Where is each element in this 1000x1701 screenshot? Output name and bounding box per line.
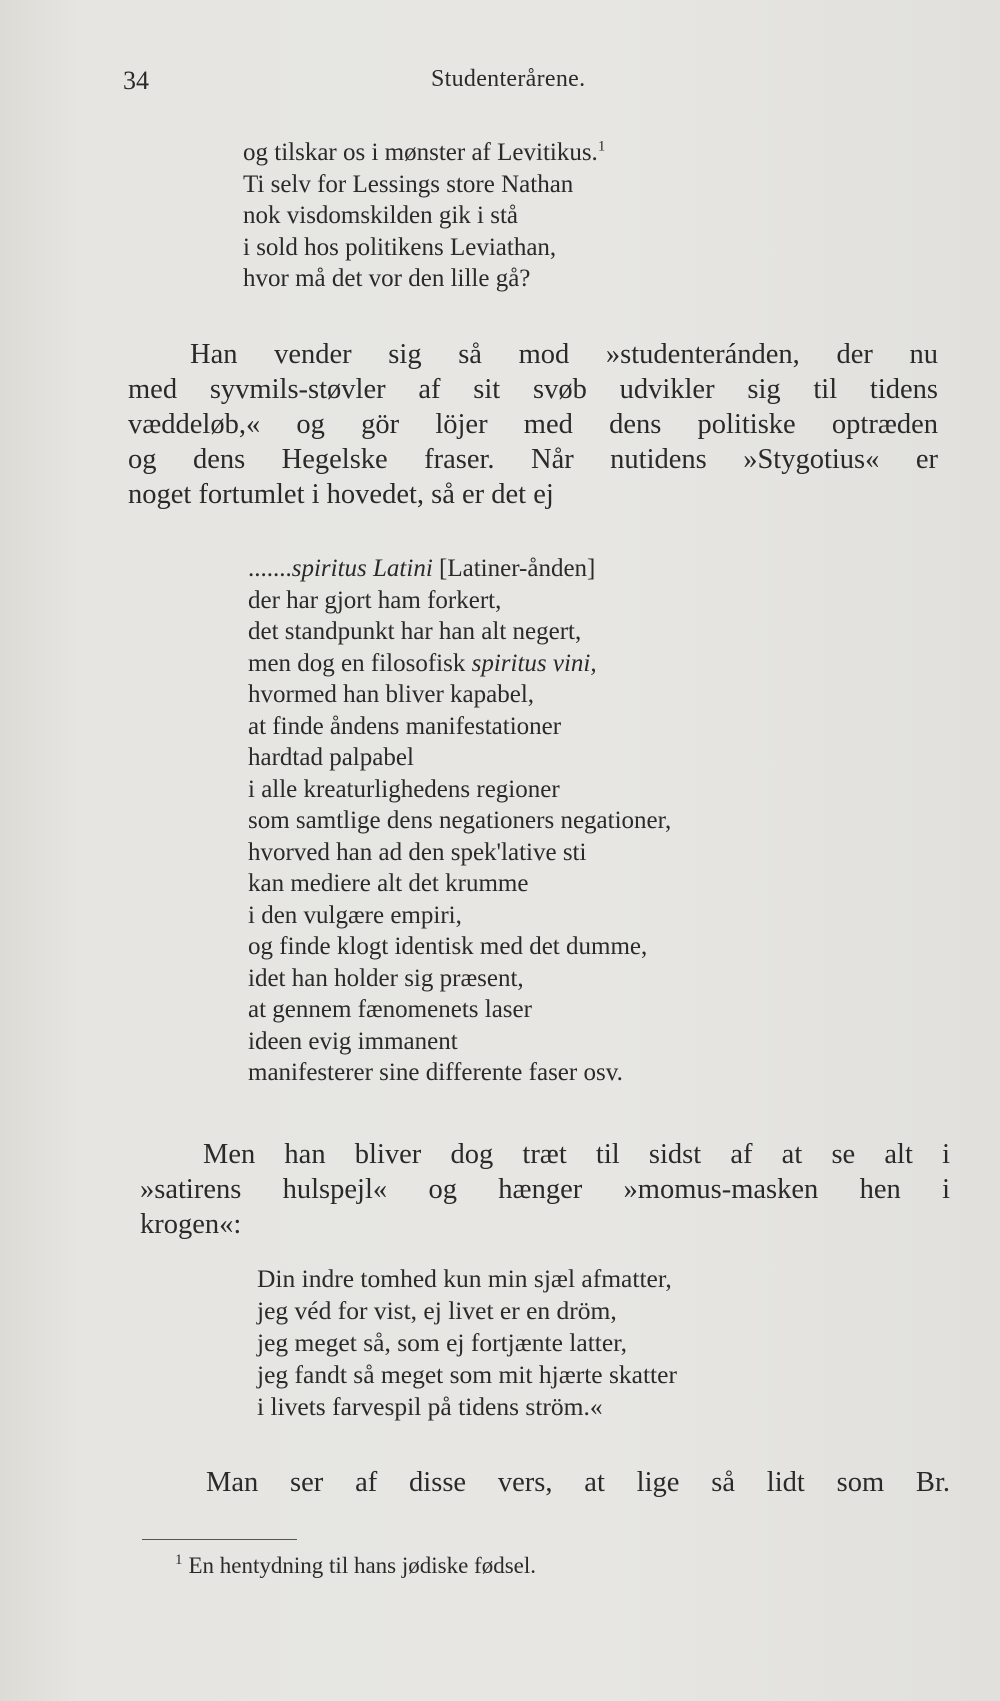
latin-phrase: spiritus vini, <box>471 649 597 677</box>
footnote <box>175 1553 536 1579</box>
prose-line: med syvmils-støvler af sit svøb udvikler sig til tidens <box>128 374 938 405</box>
verse-line: Din indre tomhed kun min sjæl afmatter, <box>257 1264 672 1293</box>
prose-line: noget fortumlet i hovedet, så er det ej <box>128 479 554 510</box>
footnote-rule <box>142 1539 297 1540</box>
verse-line: der har gjort ham forkert, <box>248 586 502 614</box>
verse-line: jeg meget så, som ej fortjænte latter, <box>257 1328 628 1357</box>
prose-paragraph-2 <box>140 1137 950 1242</box>
prose-paragraph-3 <box>143 1465 950 1500</box>
verse-line: hvor må det vor den lille gå? <box>243 265 531 292</box>
verse-block-1 <box>243 137 605 295</box>
verse-line: i den vulgære empiri, <box>248 901 462 929</box>
footnote-mark: 1 <box>175 1552 183 1569</box>
verse-line: hardtad palpabel <box>248 744 414 771</box>
footnote-text: En hentydning til hans jødiske fødsel. <box>188 1553 537 1578</box>
verse-line: hvormed han bliver kapabel, <box>248 681 535 708</box>
verse-line: at finde åndens manifestationer <box>248 712 562 740</box>
verse-block-3 <box>257 1263 677 1423</box>
verse-line: i livets farvespil på tidens ström.« <box>257 1392 603 1421</box>
verse-line: kan mediere alt det krumme <box>248 870 529 897</box>
prose-line: og dens Hegelske fraser. Når nutidens »Stygotius« er <box>128 444 938 475</box>
prose-line: »satirens hulspejl« og hænger »momus-masken hen i <box>140 1174 950 1205</box>
verse-line: og tilskar os i mønster af Levitikus.$^1$ <box>243 138 606 166</box>
verse-line: Ti selv for Lessings store Nathan <box>243 170 574 198</box>
prose-paragraph-1 <box>128 337 938 512</box>
footnote-reference: 1 <box>597 138 606 155</box>
latin-phrase: spiritus Latini <box>291 555 433 582</box>
prose-line: Men han bliver dog træt til sidst af at se alt i <box>203 1139 950 1170</box>
prose-line: Man ser af disse vers, at lige så lidt som Br. <box>206 1467 950 1498</box>
verse-line: i sold hos politikens Leviathan, <box>243 233 557 261</box>
page-header <box>123 66 883 106</box>
verse-line: idet han holder sig præsent, <box>248 964 524 992</box>
prose-line: Han vender sig så mod »studenteránden, der nu <box>190 339 938 370</box>
verse-block-2 <box>248 553 671 1089</box>
verse-line: nok visdomskilden gik i stå <box>243 202 518 229</box>
prose-line: væddeløb,« og gör löjer med dens politiske optræden <box>128 409 938 440</box>
verse-line: ideen evig immanent <box>248 1027 458 1055</box>
running-title: Studenterårene. <box>431 66 586 92</box>
prose-line: krogen«: <box>140 1209 242 1240</box>
verse-line: .......spiritus Latini [Latiner-ånden] <box>248 555 596 582</box>
verse-line: hvorved han ad den spek'lative sti <box>248 838 587 866</box>
verse-line: manifesterer sine differente faser osv. <box>248 1059 623 1086</box>
verse-line: det standpunkt har han alt negert, <box>248 618 582 645</box>
verse-line: jeg fandt så meget som mit hjærte skatter <box>257 1360 677 1389</box>
verse-line: at gennem fænomenets laser <box>248 996 532 1023</box>
verse-line: som samtlige dens negationers negationer, <box>248 807 672 834</box>
verse-line: og finde klogt identisk med det dumme, <box>248 933 648 960</box>
verse-line: jeg véd for vist, ej livet er en dröm, <box>257 1296 617 1325</box>
page-number: 34 <box>123 66 149 95</box>
verse-line: i alle kreaturlighedens regioner <box>248 775 560 803</box>
verse-line: men dog en filosofisk spiritus vini, <box>248 649 597 677</box>
